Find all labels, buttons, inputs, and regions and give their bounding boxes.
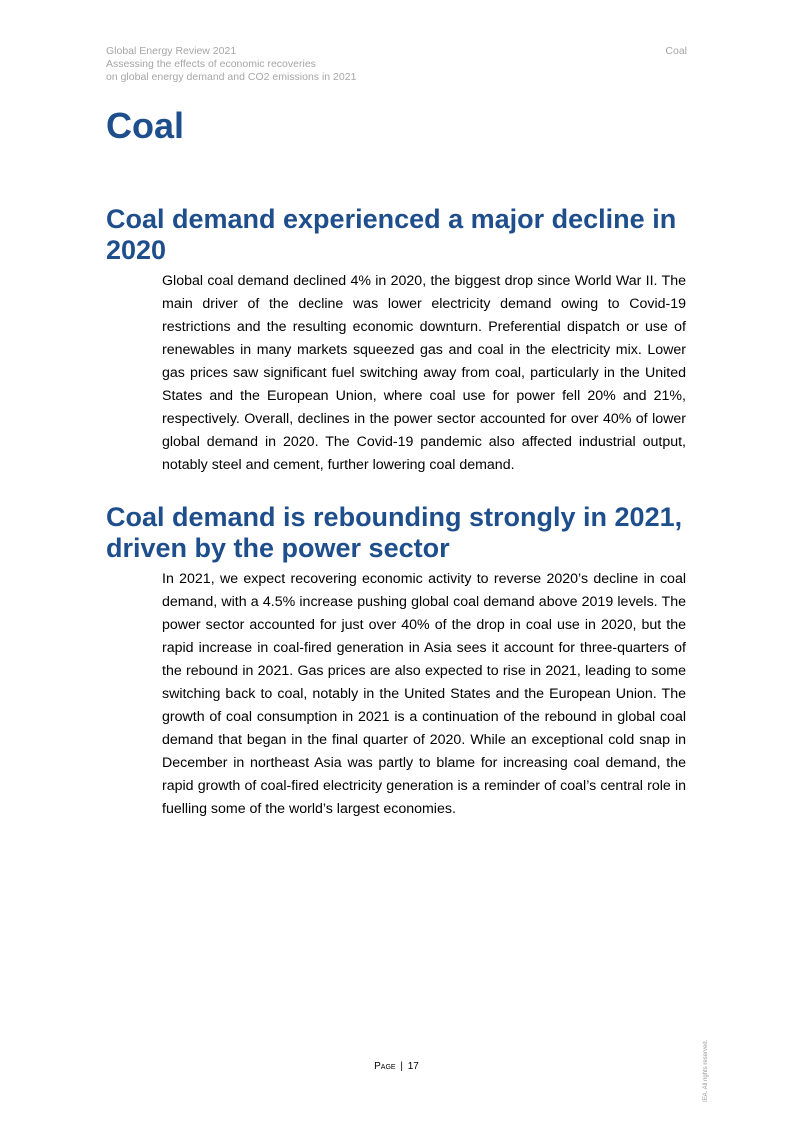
header-line-subtitle-2: on global energy demand and CO2 emissions in 2021 bbox=[106, 71, 357, 83]
page-title: Coal bbox=[106, 105, 185, 146]
page-footer bbox=[0, 1061, 793, 1072]
section-heading: Coal demand experienced a major decline in 2020 bbox=[106, 204, 677, 265]
running-header bbox=[106, 45, 356, 84]
section-coal-decline-2020 bbox=[106, 204, 686, 477]
header-section-tag: Coal bbox=[665, 45, 687, 57]
page-number: 17 bbox=[407, 1061, 419, 1072]
copyright-notice: IEA. All rights reserved. bbox=[703, 1039, 709, 1102]
header-line-report-title: Global Energy Review 2021 bbox=[106, 45, 237, 57]
section-body: In 2021, we expect recovering economic activity to reverse 2020’s decline in coal demand, with a 4.5% increase pushing global coal demand above 2019 levels. The power sector accounted for just over 40% of the drop in coal use in 2020, but the rapid increase in coal-fired generation in Asia sees it account for three-quarters of the rebound in 2021. Gas prices are also expected to rise in 2021, leading to some switching back to coal, notably in the United States and the European Union. The growth of coal consumption in 2021 is a continuation of the rebound in global coal demand that began in the final quarter of 2020. While an exceptional cold snap in December in northeast Asia was partly to blame for increasing coal demand, the rapid growth of coal-fired electricity generation is a reminder of coal’s central role in fuelling some of the world’s largest economies. bbox=[162, 571, 686, 817]
page-separator: | bbox=[400, 1061, 403, 1072]
page-label: Page bbox=[374, 1061, 396, 1072]
section-coal-rebound-2021 bbox=[106, 502, 686, 821]
section-heading: Coal demand is rebounding strongly in 2021, driven by the power sector bbox=[106, 502, 683, 563]
section-body: Global coal demand declined 4% in 2020, the biggest drop since World War II. The main driver of the decline was lower electricity demand owing to Covid-19 restrictions and the resulting economic downturn. Preferential dispatch or use of renewables in many markets squeezed gas and coal in the electricity mix. Lower gas prices saw significant fuel switching away from coal, particularly in the United States and the European Union, where coal use for power fell 20% and 21%, respectively. Overall, declines in the power sector accounted for over 40% of lower global demand in 2020. The Covid-19 pandemic also affected industrial output, notably steel and cement, further lowering coal demand. bbox=[162, 273, 686, 473]
header-line-subtitle-1: Assessing the effects of economic recoveries bbox=[106, 58, 316, 70]
